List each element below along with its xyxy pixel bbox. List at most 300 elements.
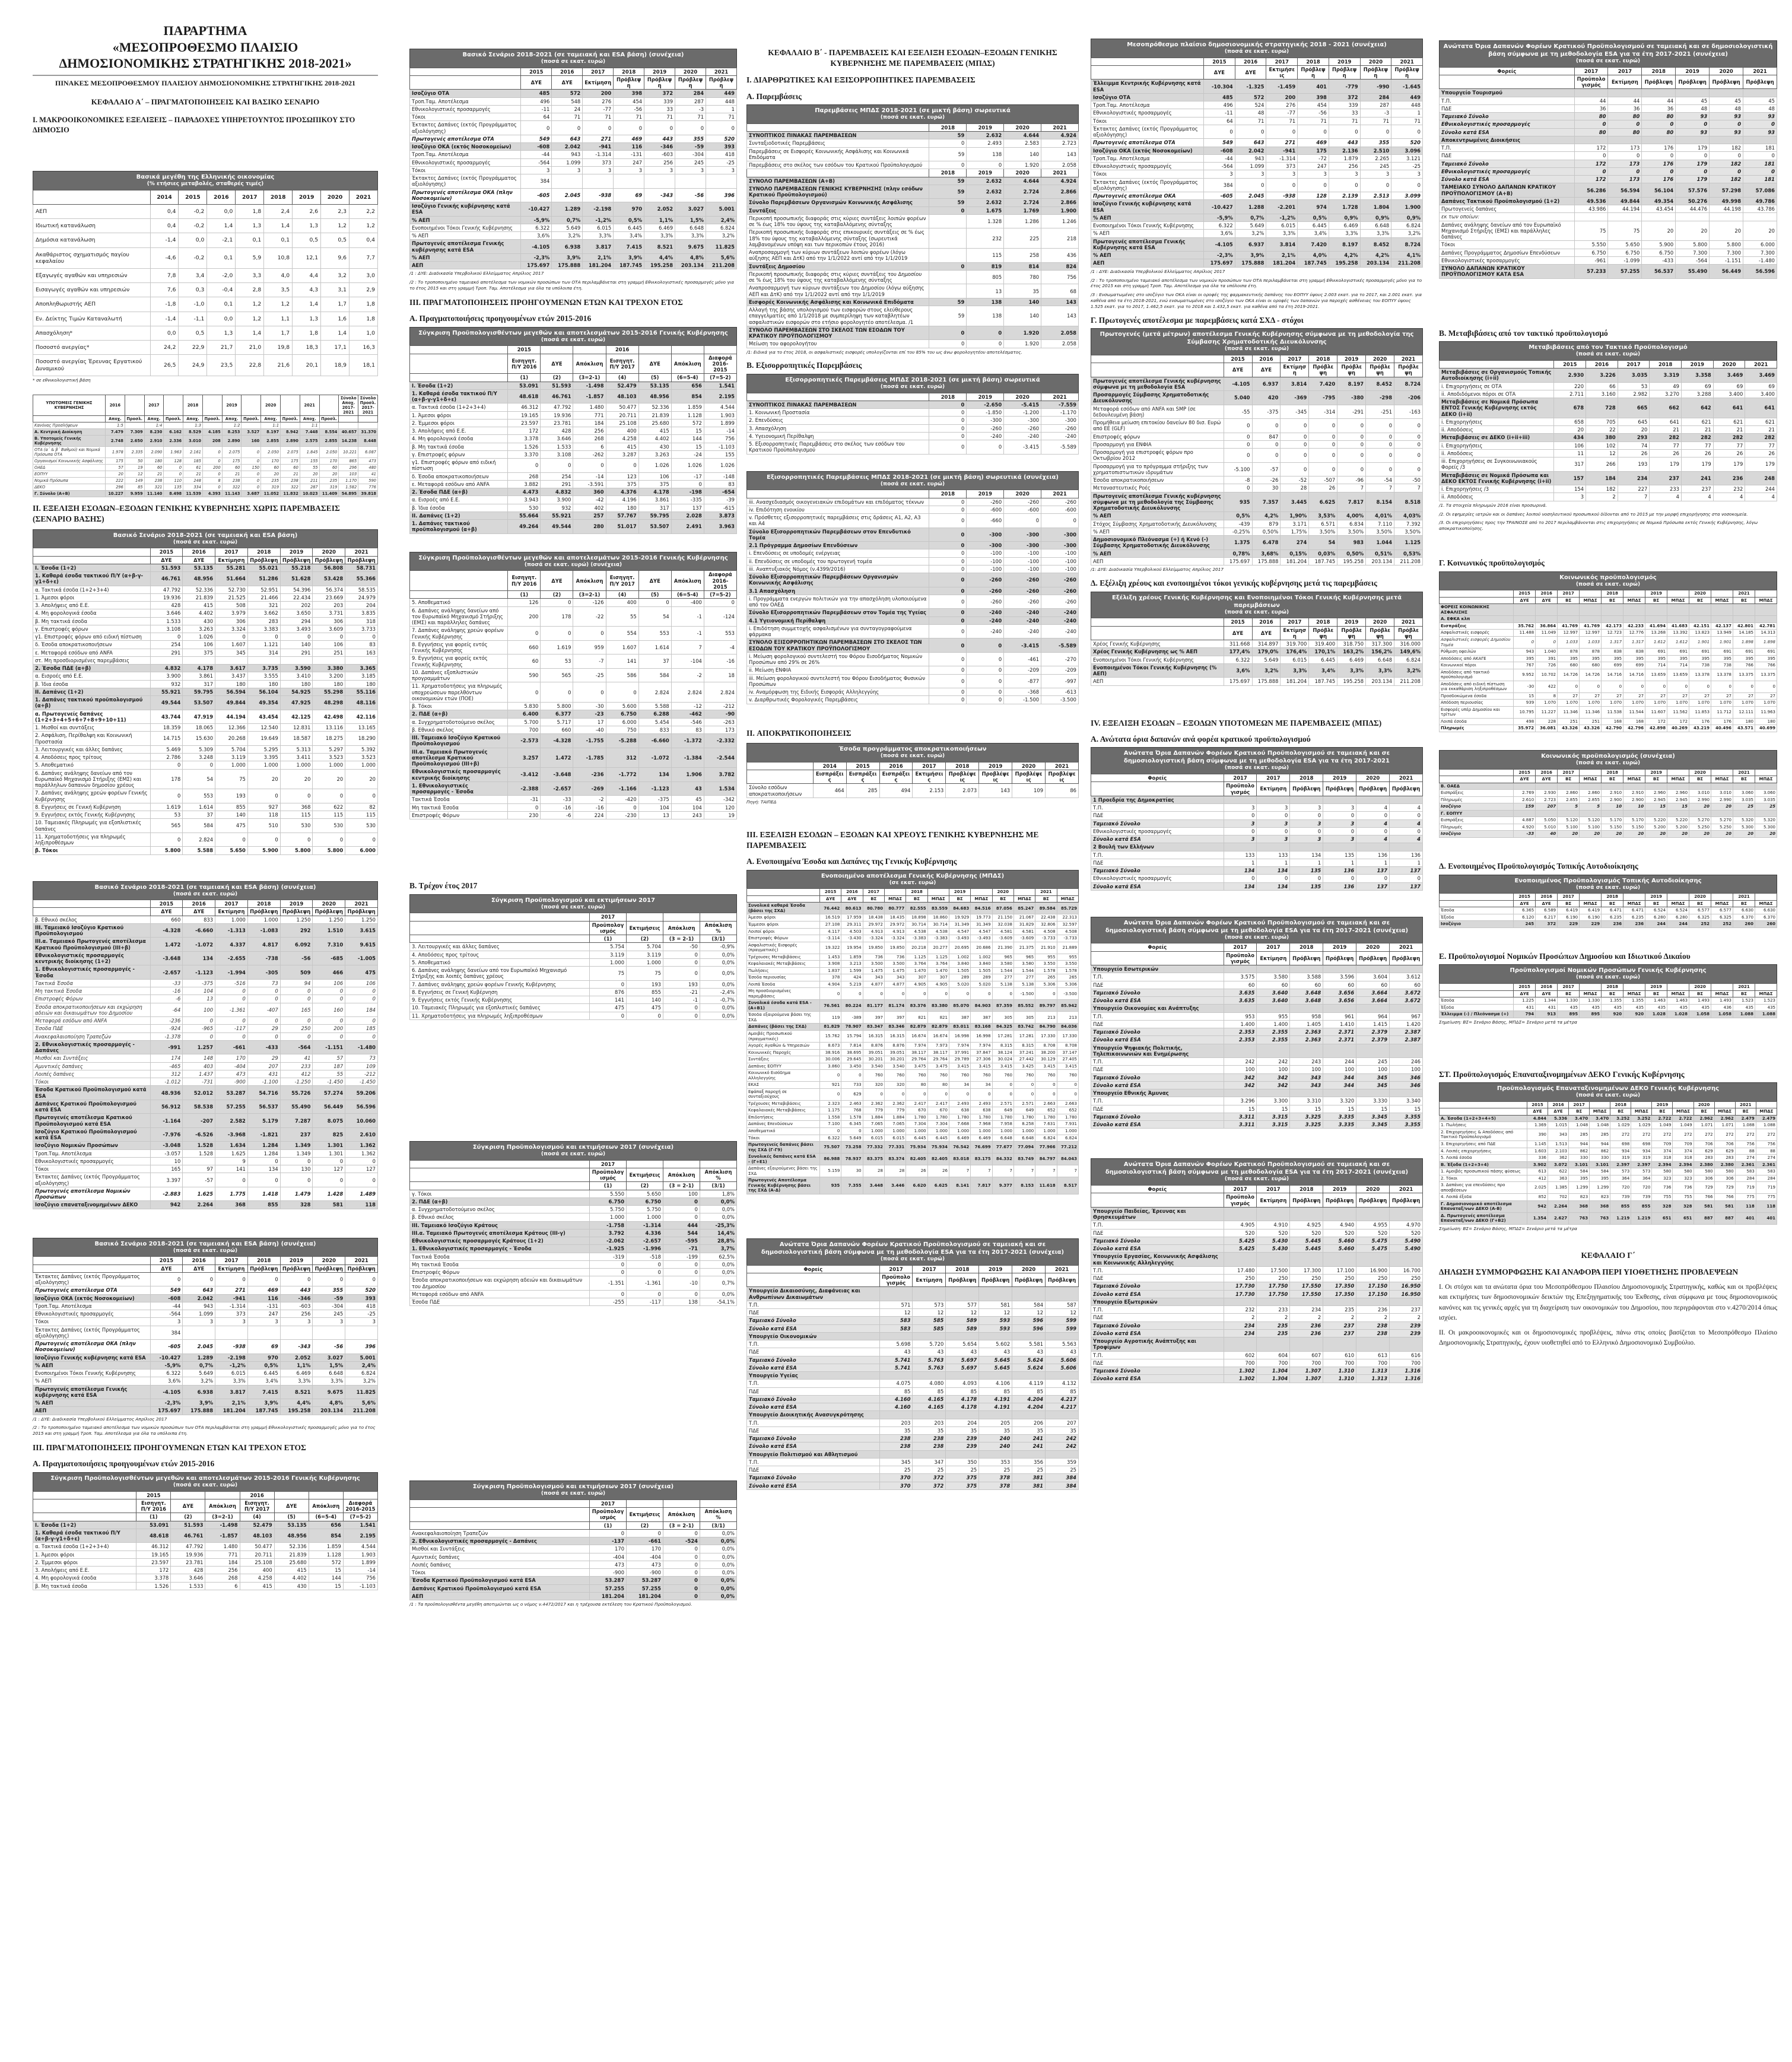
value-cell: -2.573 bbox=[508, 734, 541, 748]
row-label-cell: Σύνολο κατά ESA bbox=[1091, 1329, 1224, 1337]
header-cell bbox=[410, 75, 521, 90]
table-row bbox=[410, 232, 737, 240]
value-cell: 165 bbox=[280, 1003, 313, 1017]
value-cell: 0,0% bbox=[700, 980, 737, 988]
value-cell: 0 bbox=[1224, 827, 1257, 835]
row-label-cell: % ΑΕΠ bbox=[410, 232, 521, 240]
header-cell: ΒΣ bbox=[906, 895, 927, 903]
table-row bbox=[1091, 1266, 1423, 1274]
value-cell: -900 bbox=[590, 1569, 627, 1577]
value-cell: 435 bbox=[1667, 1004, 1689, 1011]
value-cell: 7.973 bbox=[927, 1043, 949, 1050]
row-label-cell: 2. Έσοδα ΠΔΕ (α+β) bbox=[33, 665, 151, 672]
value-cell: 0 bbox=[1035, 1082, 1057, 1089]
value-cell: 0 bbox=[1394, 449, 1423, 463]
value-cell: 879 bbox=[1252, 520, 1281, 528]
value-cell: 2.769 bbox=[1514, 790, 1536, 797]
value-cell: 35 bbox=[1012, 1426, 1046, 1434]
value-cell: 40.269 bbox=[1667, 725, 1689, 732]
header-cell: 2019 bbox=[644, 68, 675, 75]
value-cell: 1.472 bbox=[541, 748, 573, 768]
value-cell: 134 bbox=[1257, 882, 1290, 890]
value-cell: 593 bbox=[979, 1324, 1012, 1332]
value-cell: 46.761 bbox=[171, 1529, 205, 1543]
row-label-cell: Αναπροσαρμογή των κύριων συντάξεων λοιπών φορέων (λόγω αύξησης ΑΕΠ και ΔτΚ) από την 1/1/2022 αντί από την 1/1/2019 bbox=[747, 249, 929, 263]
value-cell: -260 bbox=[967, 595, 1004, 609]
header-cell: 2017 bbox=[1558, 769, 1580, 776]
value-cell: 1.250 bbox=[345, 916, 378, 923]
value-cell: 5.750 bbox=[627, 1206, 663, 1213]
value-cell: 3.500 bbox=[884, 961, 905, 968]
value-cell: 0 bbox=[1608, 167, 1642, 175]
value-cell: -305 bbox=[247, 965, 280, 980]
table-row bbox=[1091, 1221, 1423, 1229]
value-cell: -163 bbox=[1394, 405, 1423, 419]
table-row bbox=[1440, 113, 1777, 120]
value-cell: 5.219 bbox=[841, 981, 863, 988]
value-cell: 3.358 bbox=[1682, 368, 1714, 383]
value-cell: -1.361 bbox=[215, 1003, 248, 1017]
value-cell: 15 bbox=[1257, 1105, 1290, 1113]
row-label-cell: Ταμειακό Σύνολο bbox=[1091, 1073, 1224, 1081]
value-cell: 756 bbox=[1735, 1141, 1756, 1148]
value-cell: 0 bbox=[552, 121, 583, 135]
value-cell: 0 bbox=[508, 682, 541, 703]
header-cell: Προσλ. bbox=[281, 415, 300, 422]
value-cell: 5,9 bbox=[236, 247, 264, 268]
value-cell: -30 bbox=[1514, 681, 1536, 692]
value-cell: 8.197 bbox=[1329, 237, 1360, 252]
value-cell: 3.782 bbox=[704, 768, 736, 782]
table-row bbox=[1440, 97, 1777, 104]
value-cell: -407 bbox=[247, 1003, 280, 1017]
table-row bbox=[410, 450, 737, 458]
value-cell: 2018 bbox=[929, 169, 967, 177]
row-label-cell: Επιστροφές Φόρων bbox=[410, 811, 508, 819]
value-cell: 641 bbox=[1745, 398, 1777, 418]
header-cell: 2020 bbox=[313, 1257, 345, 1264]
row-label-cell: Κοινωνικές Παροχές bbox=[747, 1049, 820, 1056]
value-cell bbox=[1257, 965, 1290, 973]
value-cell: 8.942 bbox=[281, 428, 300, 435]
value-cell: 3.324 bbox=[215, 625, 248, 633]
value-cell: 51.593 bbox=[171, 1521, 205, 1529]
row-label-cell: Άμεσοι φόροι bbox=[747, 914, 820, 922]
value-cell: 0 bbox=[929, 206, 967, 214]
header-cell: (3 = 2-1) bbox=[663, 1521, 700, 1529]
header-cell: Προβλέψεις bbox=[979, 770, 1012, 784]
value-cell: 53 bbox=[541, 654, 573, 669]
table-row bbox=[1440, 1011, 1777, 1018]
value-cell: 1 bbox=[1323, 859, 1356, 866]
value-cell: 0,9% bbox=[1329, 214, 1360, 221]
table-block bbox=[33, 1472, 378, 1590]
value-cell: 0,0% bbox=[700, 1529, 737, 1537]
row-label-cell: ΤΑΜΕΙΑΚΟ ΣΥΝΟΛΟ ΔΑΠΑΝΩΝ ΚΡΑΤΙΚΟΥ ΠΡΟΫΠΟΛΟΓΙΣΜΟΥ (Α+Β) bbox=[1440, 183, 1575, 198]
value-cell: 344 bbox=[1323, 1073, 1356, 1081]
value-cell: 20 bbox=[1618, 426, 1650, 434]
table-row bbox=[747, 1063, 1079, 1070]
header-cell: 2017 bbox=[879, 1265, 913, 1273]
value-cell: 27 bbox=[1558, 692, 1580, 700]
value-cell: 20 bbox=[1580, 831, 1602, 838]
value-cell: 3.615 bbox=[345, 923, 378, 938]
value-cell: 71 bbox=[614, 113, 644, 121]
value-cell: 176,4% bbox=[1281, 648, 1309, 656]
value-cell: -1.500 bbox=[1013, 988, 1035, 1000]
table-row bbox=[747, 1024, 1079, 1031]
header-cell: Εκτίμηση bbox=[1257, 782, 1290, 796]
row-label-cell: Σύνολο κατά ESA bbox=[1091, 997, 1224, 1005]
row-label-cell: Εθνικολογιστικές προσαρμογές κεντρικής διοίκησης bbox=[410, 768, 508, 782]
header-cell bbox=[410, 354, 508, 374]
header-cell: Πρόβλεψη bbox=[313, 556, 345, 564]
value-cell: 84.683 bbox=[949, 903, 970, 914]
value-cell: 2.045 bbox=[552, 188, 583, 202]
header-cell: 2019 bbox=[979, 1265, 1012, 1273]
value-cell: 272 bbox=[1673, 1129, 1693, 1140]
value-cell: 498 bbox=[1514, 718, 1536, 725]
header-cell: Εκτίμηση bbox=[215, 1264, 248, 1272]
value-cell: 3.900 bbox=[150, 672, 183, 680]
table-block bbox=[1091, 747, 1423, 890]
table-row bbox=[1440, 718, 1777, 725]
value-cell: 1.780 bbox=[927, 1114, 949, 1121]
value-cell: 179 bbox=[1676, 144, 1710, 152]
table-row bbox=[33, 656, 378, 664]
header-cell bbox=[663, 1160, 700, 1168]
value-cell: 52.012 bbox=[183, 1086, 215, 1100]
header-cell bbox=[1667, 769, 1689, 776]
value-cell: 204 bbox=[345, 602, 378, 609]
value-cell: 3.370 bbox=[508, 450, 541, 458]
value-cell: 0 bbox=[1290, 812, 1323, 819]
table-row bbox=[1091, 1044, 1423, 1058]
value-cell: 346 bbox=[1390, 1073, 1423, 1081]
table-row bbox=[33, 478, 378, 484]
table-row bbox=[747, 1364, 1079, 1371]
value-cell: 1.898 bbox=[1755, 637, 1777, 649]
value-cell: -1.480 bbox=[345, 1040, 378, 1054]
row-label-cell: iii. Αναπτυξιακός Νόμος (ν.4399/2016) bbox=[747, 565, 929, 573]
value-cell: 3 bbox=[247, 1318, 280, 1326]
value-cell: 0 bbox=[671, 480, 704, 488]
value-cell: 700 bbox=[1323, 1359, 1356, 1367]
value-cell: 77.094 bbox=[1013, 1142, 1035, 1154]
header-cell bbox=[33, 908, 151, 916]
value-cell: 530 bbox=[508, 504, 541, 511]
value-cell: 60 bbox=[1290, 981, 1323, 989]
value-cell: 2.945 bbox=[1645, 796, 1667, 803]
table-row bbox=[33, 1127, 378, 1142]
row-label-cell: Απασχόληση* bbox=[33, 326, 151, 340]
table-header-row bbox=[1440, 597, 1777, 604]
value-cell: 182 bbox=[1710, 144, 1743, 152]
value-cell: 1.355 bbox=[1602, 997, 1623, 1005]
value-cell: 320 bbox=[863, 1082, 884, 1089]
value-cell: 3.400 bbox=[1713, 390, 1745, 398]
header-cell: Πρόβλεψη bbox=[313, 908, 345, 916]
header-cell bbox=[627, 913, 663, 921]
table-row bbox=[410, 520, 737, 534]
table-row bbox=[33, 312, 378, 326]
header-cell bbox=[1755, 984, 1777, 991]
table-row bbox=[747, 306, 1079, 326]
value-cell: 7.668 bbox=[949, 1121, 970, 1128]
value-cell: 24.979 bbox=[345, 593, 378, 601]
row-label-cell: Ενοποιημένοι Τόκοι Γενικής Κυβέρνησης bbox=[1091, 656, 1224, 663]
value-cell: 4.644 bbox=[1004, 132, 1041, 139]
value-cell: 23.597 bbox=[136, 1558, 171, 1566]
row-label-cell: Προμήθεια μείωση επιτοκίου δανείων 80 δισ. Ευρώ από ΕΕ (GLF) bbox=[1091, 419, 1224, 433]
value-cell: 6.280 bbox=[1645, 914, 1667, 921]
value-cell: 3.035 bbox=[1618, 368, 1650, 383]
value-cell: 585 bbox=[913, 1317, 946, 1324]
row-label-cell: 9. Εγγυήσεις για φορείς εκτός Γενικής Κυβέρνησης bbox=[410, 654, 508, 669]
value-cell: 0,0% bbox=[700, 1197, 737, 1205]
table-row bbox=[410, 1190, 737, 1197]
value-cell bbox=[1711, 616, 1733, 623]
header-cell: 2020 bbox=[1012, 1265, 1046, 1273]
header-cell: 2018 bbox=[929, 490, 967, 498]
header-cell: 2015 bbox=[846, 762, 879, 770]
value-cell: 42.173 bbox=[1602, 622, 1623, 630]
value-cell: 39.051 bbox=[863, 1049, 884, 1056]
value-cell: 0 bbox=[247, 789, 280, 803]
value-cell: 83.347 bbox=[863, 1024, 884, 1031]
value-cell: 53.428 bbox=[313, 572, 345, 586]
value-cell: 700 bbox=[1224, 1359, 1257, 1367]
value-cell: 4.913 bbox=[863, 928, 884, 935]
value-cell: 64 bbox=[1204, 117, 1235, 125]
table-row bbox=[1440, 434, 1777, 441]
value-cell: 360 bbox=[573, 488, 606, 496]
value-cell: 2.824 bbox=[671, 682, 704, 703]
value-cell: 2.353 bbox=[1224, 1028, 1257, 1036]
header-cell: (3 = 2-1) bbox=[663, 935, 700, 943]
value-cell: 55.218 bbox=[280, 564, 313, 571]
row-label-cell: Ισοζύγιο bbox=[1440, 803, 1514, 811]
value-cell: 760 bbox=[1057, 1070, 1078, 1082]
value-cell: -2.388 bbox=[508, 781, 541, 796]
value-cell: 77 bbox=[1713, 441, 1745, 449]
header-cell: 2021 bbox=[1041, 490, 1079, 498]
header-cell: 2015 bbox=[1224, 355, 1252, 363]
value-cell: 573 bbox=[913, 1301, 946, 1308]
table-row bbox=[1440, 622, 1777, 630]
value-cell: 49.544 bbox=[150, 696, 183, 710]
value-cell: 0 bbox=[215, 833, 248, 847]
table-row bbox=[747, 1474, 1079, 1482]
value-cell: 1.284 bbox=[247, 1149, 280, 1157]
value-cell bbox=[913, 1332, 946, 1340]
value-cell: 0 bbox=[590, 1529, 627, 1537]
value-cell: 42.116 bbox=[345, 710, 378, 724]
value-cell: 7 bbox=[1366, 484, 1394, 492]
value-cell: 235 bbox=[1257, 1321, 1290, 1329]
value-cell: 12 bbox=[1012, 1309, 1046, 1317]
value-cell: 8.452 bbox=[1366, 377, 1394, 391]
value-cell: -1.498 bbox=[573, 382, 606, 389]
value-cell: 1 bbox=[706, 105, 737, 113]
table-row bbox=[410, 1577, 737, 1584]
value-cell: 203 bbox=[913, 1419, 946, 1426]
table-row bbox=[1091, 476, 1423, 484]
value-cell: 1.026 bbox=[638, 459, 671, 473]
header-cell bbox=[927, 889, 949, 896]
value-cell: 37.991 bbox=[949, 1049, 970, 1056]
value-cell: 3.213 bbox=[841, 961, 863, 968]
table-subtitle: (ποσά σε εκατ. ευρώ) bbox=[173, 539, 238, 545]
value-cell: 49.786 bbox=[1743, 197, 1777, 205]
value-cell: 548 bbox=[552, 97, 583, 105]
value-cell: 15.794 bbox=[841, 1031, 863, 1043]
value-cell: 3.882 bbox=[508, 480, 541, 488]
value-cell: 260 bbox=[1733, 921, 1755, 928]
value-cell: 5.020 bbox=[949, 981, 970, 988]
value-cell: 181.204 bbox=[215, 1407, 248, 1415]
row-label-cell: 6. Δαπάνες ανάληψης δανείων από τον Ευρωπαϊκό Μηχανισμό Στήριξης και λοιπές δαπάνες χρέους bbox=[410, 967, 590, 981]
value-cell: 0 bbox=[929, 674, 967, 688]
value-cell: 0,1 bbox=[207, 297, 236, 312]
row-label-cell: Συνολικά έσοδα κατά ESA - (Α+Β1) bbox=[747, 1000, 820, 1012]
value-cell: 336 bbox=[1527, 1155, 1548, 1162]
value-cell: 32.806 bbox=[1035, 921, 1057, 928]
value-cell: 13.659 bbox=[1667, 669, 1689, 681]
value-cell: 170 bbox=[627, 1545, 663, 1553]
value-cell: 175.888 bbox=[183, 1407, 215, 1415]
value-cell: 12 bbox=[1586, 449, 1618, 457]
value-cell: 449 bbox=[706, 90, 737, 97]
table-title: Προϋπολογισμός Επαναταξινομημένων ΔΕΚΟ Γενικής Κυβέρνησης (ποσά σε εκατ. ευρώ) bbox=[1439, 1082, 1777, 1101]
value-cell: 1.375 bbox=[1224, 536, 1252, 550]
value-cell: 0,1 bbox=[236, 233, 264, 247]
value-cell: -100 bbox=[967, 549, 1004, 557]
value-cell: 118 bbox=[247, 811, 280, 819]
value-cell: -117 bbox=[627, 1298, 663, 1306]
value-cell: 22 bbox=[1586, 426, 1618, 434]
value-cell: 5.445 bbox=[1290, 1237, 1323, 1244]
table-header-row bbox=[33, 548, 378, 556]
header-cell: ΒΣ bbox=[1689, 900, 1711, 907]
value-cell: 4 bbox=[1390, 819, 1423, 827]
row-label-cell: Έσοδα bbox=[1440, 907, 1514, 914]
value-cell: 211.208 bbox=[1394, 678, 1423, 685]
footnote: /2. Οι εφημερίες ιατρών και οι δαπάνες λοιπού νοσηλευτικού προσωπικού δίδονται από το 2015 με την μορφή επιχορήγησης στα νοσοκομεία. bbox=[1439, 511, 1748, 517]
header-cell: (6=5-4) bbox=[671, 591, 704, 599]
header-cell: 2019 bbox=[280, 900, 313, 908]
header-cell: 2017 bbox=[1558, 590, 1580, 598]
value-cell: 4,8% bbox=[313, 1399, 345, 1407]
value-cell: 187.745 bbox=[247, 1407, 280, 1415]
value-cell: 0 bbox=[1733, 681, 1755, 692]
row-label-cell: Λοιποί φόροι bbox=[747, 928, 820, 935]
value-cell: 3.861 bbox=[183, 672, 215, 680]
row-label-cell: % ΑΕΠ bbox=[1091, 549, 1224, 557]
value-cell: 100 bbox=[1290, 1066, 1323, 1073]
value-cell: -1.123 bbox=[183, 965, 215, 980]
spacer bbox=[409, 1022, 737, 1141]
header-cell: ΔΥΕ bbox=[1252, 363, 1281, 377]
value-cell: 2.510 bbox=[1360, 147, 1391, 154]
row-label-cell: Σύνολο κατά ESA bbox=[1091, 1036, 1224, 1044]
header-cell bbox=[1440, 360, 1554, 368]
row-label-cell: Τροπ.Ταμ. Αποτέλεσμα bbox=[33, 1149, 151, 1157]
value-cell: 1.675 bbox=[967, 206, 1004, 214]
row-label-cell: Περικοπή προσωπικής διαφοράς στις κύριες συντάξεις του Δημοσίου σε % έως 18% του ύψους της καταβαλλόμενης σύνταξης bbox=[747, 270, 929, 284]
table-header-row bbox=[747, 770, 1079, 784]
value-cell: -877 bbox=[1004, 674, 1041, 688]
value-cell: 2.379 bbox=[1356, 1036, 1390, 1044]
value-cell: 412 bbox=[280, 1070, 313, 1078]
value-cell: 5.454 bbox=[638, 718, 671, 726]
value-cell: 430 bbox=[638, 443, 671, 450]
row-label-cell: 4.1 Υγειονομική Περίθαλψη bbox=[747, 617, 929, 624]
value-cell: 0 bbox=[967, 440, 1004, 455]
value-cell: 0 bbox=[627, 1290, 663, 1298]
row-label-cell: Τόκοι bbox=[1091, 117, 1204, 125]
value-cell: 21.150 bbox=[992, 914, 1013, 922]
header-cell bbox=[410, 1182, 590, 1190]
header-cell: 2015 bbox=[1224, 618, 1252, 626]
row-label-cell: Έκτακτες Δαπάνες (εκτός Προγράμματος αξιολόγησης) bbox=[1091, 125, 1204, 139]
table-row bbox=[33, 1032, 378, 1040]
value-cell: -4.105 bbox=[150, 1385, 183, 1399]
value-cell: 272 bbox=[1714, 1129, 1735, 1140]
value-cell: 387 bbox=[949, 1012, 970, 1024]
value-cell: 3.072 bbox=[1548, 1161, 1569, 1168]
value-cell: 181 bbox=[1743, 160, 1777, 167]
row-label-cell: Ποσοστό ανεργίας* bbox=[33, 341, 151, 355]
value-cell bbox=[614, 174, 644, 189]
value-cell: 5.654 bbox=[946, 1340, 979, 1348]
value-cell: 60 bbox=[319, 464, 339, 471]
row-label-cell: Εν. Δείκτης Τιμών Καταναλωτή bbox=[33, 312, 151, 326]
header-cell: 2017 bbox=[590, 913, 627, 921]
table-row bbox=[1091, 875, 1423, 882]
value-cell: 85.247 bbox=[1013, 903, 1035, 914]
header-cell bbox=[33, 1499, 136, 1513]
header-cell: 2019 bbox=[1337, 355, 1366, 363]
header-cell bbox=[1711, 894, 1733, 901]
value-cell: 20 bbox=[1689, 803, 1711, 811]
value-cell: 5.588 bbox=[183, 847, 215, 854]
value-cell: 18.275 bbox=[313, 732, 345, 746]
value-cell: 195.258 bbox=[644, 262, 675, 269]
value-cell: 3,2% bbox=[706, 232, 737, 240]
value-cell: 565 bbox=[541, 668, 573, 682]
table-row bbox=[410, 224, 737, 231]
value-cell: 85.729 bbox=[1057, 903, 1078, 914]
value-cell: 520 bbox=[706, 135, 737, 142]
table-title: Κοινωνικός προϋπολογισμός (συνέχεια) (ποσά σε εκατ. ευρώ) bbox=[1439, 750, 1777, 769]
value-cell: 8.876 bbox=[863, 1043, 884, 1050]
value-cell: 4.393 bbox=[202, 491, 222, 497]
value-cell: 20 bbox=[1689, 831, 1711, 838]
value-cell: 649 bbox=[1013, 1107, 1035, 1114]
value-cell: 4.178 bbox=[946, 1403, 979, 1411]
row-label-cell: Τόκοι bbox=[33, 1078, 151, 1086]
header-cell: ΒΣ bbox=[863, 895, 884, 903]
value-cell: 610 bbox=[1323, 1351, 1356, 1359]
table-row bbox=[33, 1078, 378, 1086]
header-cell: Φορείς bbox=[1091, 943, 1224, 951]
value-cell: 0 bbox=[627, 1529, 663, 1537]
value-cell: 4.217 bbox=[1046, 1403, 1079, 1411]
table-row bbox=[747, 1435, 1079, 1443]
value-cell: 435 bbox=[1645, 1004, 1667, 1011]
value-cell: 68 bbox=[1041, 284, 1079, 298]
